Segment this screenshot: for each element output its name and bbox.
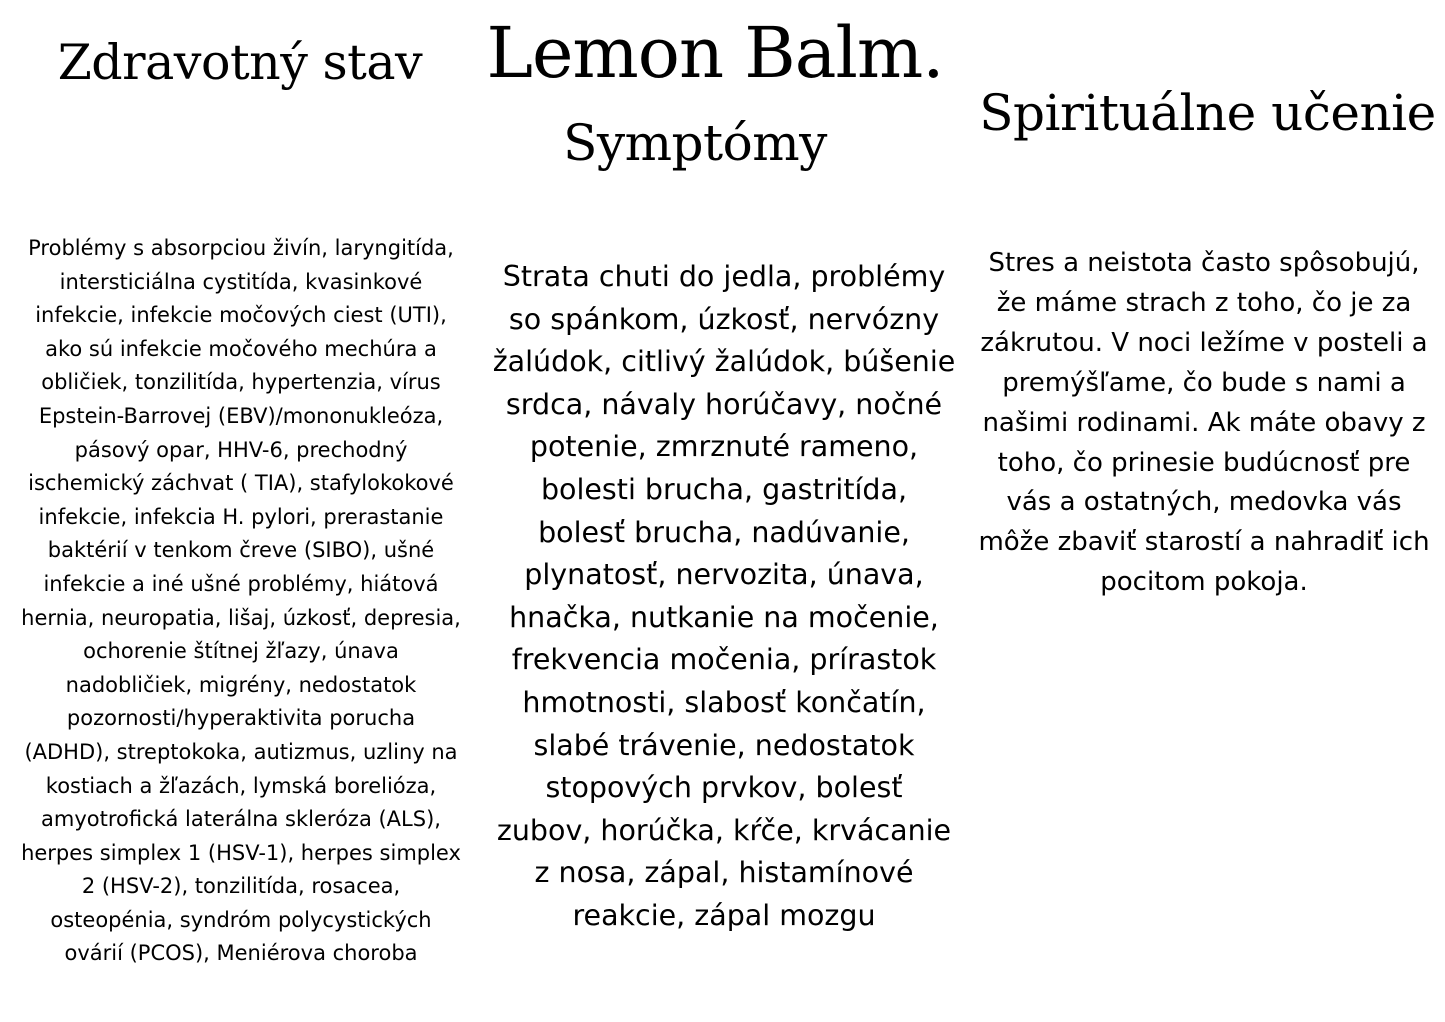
text-line: infekcie a iné ušné problémy, hiátová	[43, 571, 439, 596]
text-line: hmotnosti, slabosť končatín,	[522, 685, 926, 719]
text-line: hnačka, nutkanie na močenie,	[509, 600, 939, 634]
heading-spiritual-teaching: Spirituálne učenie	[979, 84, 1436, 142]
text-line: potenie, zmrznuté rameno,	[529, 430, 919, 464]
text-line: obličiek, tonzilitída, hypertenzia, vírus	[41, 370, 441, 395]
text-line: baktérií v tenkom čreve (SIBO), ušné	[47, 538, 435, 563]
text-line: ischemický záchvat ( TIA), stafylokokové	[28, 471, 454, 496]
text-line: reakcie, zápal mozgu	[572, 898, 876, 932]
text-line: vás a ostatných, medovka vás	[1006, 487, 1402, 518]
text-line: našimi rodinami. Ak máte obavy z	[982, 407, 1426, 438]
text-line: infekcie, infekcie močových ciest (UTI),	[35, 303, 447, 328]
text-line: zákrutou. V noci ležíme v posteli a	[980, 327, 1428, 358]
text-line: intersticiálna cystitída, kvasinkové	[59, 269, 423, 294]
text-line: (ADHD), streptokoka, autizmus, uzliny na	[24, 739, 458, 764]
text-line: srdca, návaly horúčavy, nočné	[505, 387, 943, 421]
text-line: Stres a neistota často spôsobujú,	[988, 248, 1420, 278]
text-line: bolesť brucha, nadúvanie,	[538, 515, 910, 549]
text-line: amyotrofická laterálna skleróza (ALS),	[41, 807, 441, 832]
text-line: že máme strach z toho, čo je za	[996, 287, 1412, 318]
text-line: stopových prvkov, bolesť	[545, 771, 903, 805]
text-line: môže zbaviť starostí a nahradiť ich	[978, 527, 1430, 558]
text-line: hernia, neuropatia, lišaj, úzkosť, depresia,	[21, 605, 461, 630]
text-line: toho, čo prinesie budúcnosť pre	[997, 447, 1411, 478]
symptoms-text	[484, 256, 964, 938]
heading-symptoms: Symptómy	[563, 114, 827, 172]
heading-health-condition: Zdravotný stav	[57, 34, 423, 91]
text-line: 2 (HSV-2), tonzilitída, rosacea,	[81, 874, 401, 899]
text-line: pásový opar, HHV-6, prechodný	[74, 437, 408, 462]
text-line: so spánkom, úzkosť, nervózny	[508, 302, 940, 336]
page-title: Lemon Balm.	[486, 12, 944, 94]
text-line: osteopénia, syndróm polycystických	[50, 907, 432, 932]
text-line: kostiach a žľazách, lymská borelióza,	[45, 773, 437, 798]
health-conditions-text	[0, 232, 482, 971]
text-line: pozornosti/hyperaktivita porucha	[66, 706, 416, 731]
text-line: ako sú infekcie močového mechúra a	[45, 336, 437, 361]
text-line: Problémy s absorpciou živín, laryngitída,	[28, 236, 454, 260]
text-line: ochorenie štítnej žľazy, únava	[83, 639, 399, 664]
text-line: infekcie, infekcia H. pylori, prerastanie	[38, 504, 444, 529]
text-line: nadobličiek, migrény, nedostatok	[65, 672, 417, 697]
text-line: Epstein-Barrovej (EBV)/mononukleóza,	[38, 403, 444, 428]
text-line: plynatosť, nervozita, únava,	[524, 558, 924, 592]
text-line: žalúdok, citlivý žalúdok, búšenie	[492, 345, 956, 379]
text-line: zubov, horúčka, kŕče, krvácanie	[496, 813, 952, 847]
text-line: frekvencia močenia, prírastok	[511, 643, 937, 677]
spiritual-teaching-text	[962, 244, 1445, 603]
text-line: premýšľame, čo bude s nami a	[1002, 367, 1406, 398]
text-line: z nosa, zápal, histamínové	[534, 856, 914, 890]
text-line: bolesti brucha, gastritída,	[540, 472, 908, 506]
text-line: pocitom pokoja.	[1100, 567, 1308, 598]
text-line: slabé trávenie, nedostatok	[533, 728, 915, 762]
text-line: Strata chuti do jedla, problémy	[502, 260, 946, 293]
text-line: herpes simplex 1 (HSV-1), herpes simplex	[21, 840, 461, 865]
text-line: ovárií (PCOS), Meniérova choroba	[64, 941, 418, 966]
